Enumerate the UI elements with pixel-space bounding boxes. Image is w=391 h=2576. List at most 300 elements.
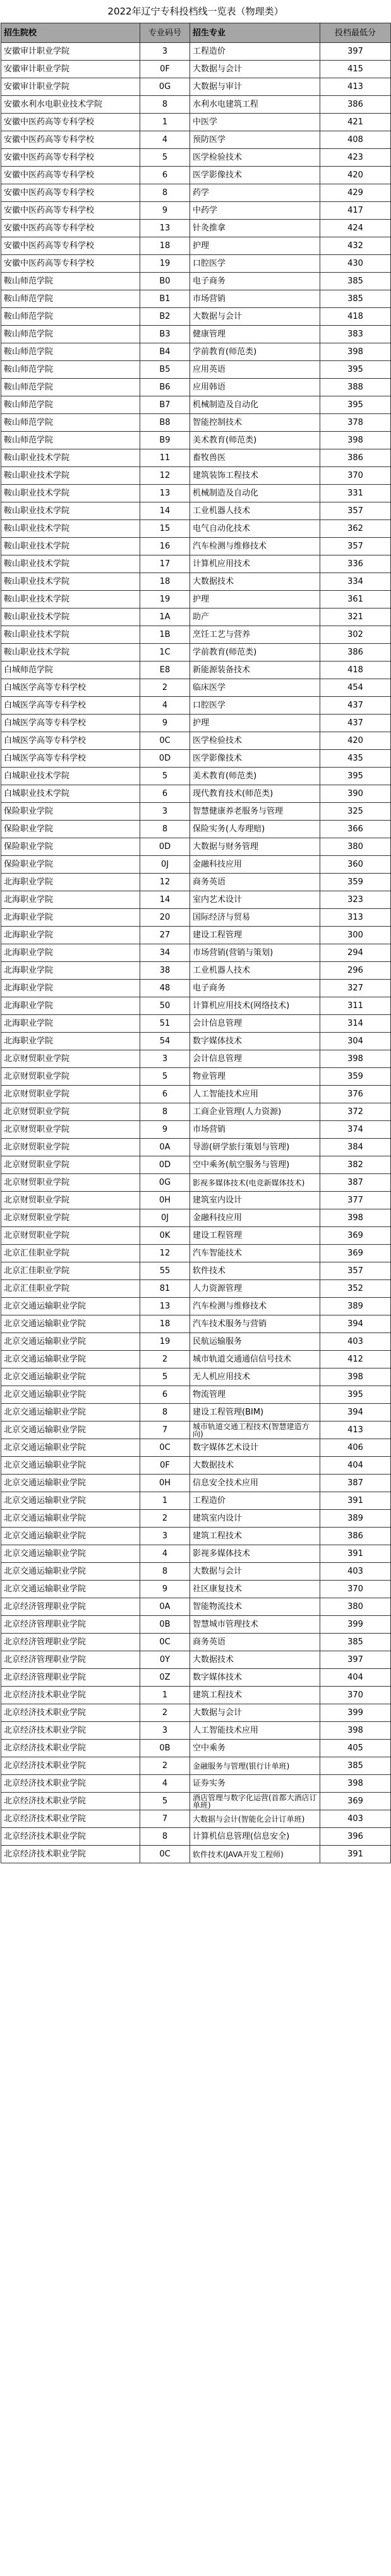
- min-score-cell: 385: [320, 1634, 391, 1651]
- min-score-cell: 382: [320, 1156, 391, 1174]
- major-code-cell: 3: [140, 1050, 190, 1068]
- major-cell: 软件技术(JAVA开发工程师): [190, 1846, 320, 1863]
- school-cell: 北京经济技术职业学院: [1, 1740, 140, 1757]
- school-cell: 白城职业技术学院: [1, 768, 140, 785]
- major-cell: 电子商务: [190, 273, 320, 290]
- table-row: [1, 1722, 391, 1740]
- school-cell: 安徽中医药高等专科学校: [1, 255, 140, 273]
- min-score-cell: 386: [320, 96, 391, 114]
- min-score-cell: 423: [320, 149, 391, 167]
- min-score-cell: 395: [320, 361, 391, 379]
- school-cell: 北京财贸职业学院: [1, 1103, 140, 1121]
- school-cell: 白城医学高等专科学校: [1, 750, 140, 768]
- school-cell: 白城医学高等专科学校: [1, 697, 140, 715]
- table-row: [1, 1368, 391, 1386]
- major-code-cell: 8: [140, 821, 190, 838]
- school-cell: 北京经济管理职业学院: [1, 1598, 140, 1616]
- table-row: [1, 1545, 391, 1563]
- major-cell: 软件技术: [190, 1262, 320, 1280]
- min-score-cell: 417: [320, 202, 391, 220]
- major-code-cell: 14: [140, 891, 190, 909]
- min-score-cell: 418: [320, 308, 391, 326]
- major-cell: 建设工程管理: [190, 1227, 320, 1245]
- table-row: [1, 1121, 391, 1139]
- major-cell: 工业机器人技术: [190, 962, 320, 980]
- school-cell: 白城师范学院: [1, 662, 140, 679]
- school-cell: 北京财贸职业学院: [1, 1086, 140, 1103]
- min-score-cell: 370: [320, 1581, 391, 1598]
- major-cell: 中药学: [190, 202, 320, 220]
- min-score-cell: 383: [320, 326, 391, 343]
- min-score-cell: 404: [320, 1457, 391, 1475]
- school-cell: 北京经济技术职业学院: [1, 1846, 140, 1863]
- major-cell: 大数据与财务管理: [190, 838, 320, 856]
- table-row: [1, 361, 391, 379]
- table-row: [1, 414, 391, 432]
- table-row: [1, 1174, 391, 1192]
- major-code-cell: 19: [140, 255, 190, 273]
- major-cell: 新能源装备技术: [190, 662, 320, 679]
- major-code-cell: 5: [140, 149, 190, 167]
- major-code-cell: 7: [140, 1810, 190, 1828]
- min-score-cell: 336: [320, 555, 391, 573]
- major-code-cell: 15: [140, 520, 190, 538]
- min-score-cell: 325: [320, 803, 391, 821]
- major-code-cell: 0J: [140, 856, 190, 874]
- major-cell: 护理: [190, 591, 320, 608]
- min-score-cell: 413: [320, 78, 391, 96]
- table-row: [1, 326, 391, 343]
- table-row: [1, 1192, 391, 1209]
- table-row: [1, 1563, 391, 1581]
- min-score-cell: 390: [320, 785, 391, 803]
- min-score-cell: 398: [320, 1775, 391, 1793]
- major-code-cell: B9: [140, 432, 190, 449]
- table-row: [1, 856, 391, 874]
- table-row: [1, 220, 391, 237]
- major-cell: 大数据技术: [190, 1457, 320, 1475]
- table-row: [1, 821, 391, 838]
- major-code-cell: 3: [140, 1722, 190, 1740]
- major-code-cell: 6: [140, 785, 190, 803]
- table-row: [1, 1422, 391, 1439]
- major-cell: 市场营销: [190, 1121, 320, 1139]
- table-row: [1, 962, 391, 980]
- major-cell: 工商企业管理(人力资源): [190, 1103, 320, 1121]
- major-code-cell: 18: [140, 1315, 190, 1333]
- min-score-cell: 395: [320, 768, 391, 785]
- school-cell: 北海职业学院: [1, 962, 140, 980]
- major-code-cell: 20: [140, 909, 190, 927]
- min-score-cell: 413: [320, 1422, 391, 1439]
- major-cell: 汽车检测与维修技术: [190, 538, 320, 555]
- major-code-cell: 0K: [140, 1227, 190, 1245]
- school-cell: 北京财贸职业学院: [1, 1050, 140, 1068]
- min-score-cell: 352: [320, 1280, 391, 1298]
- min-score-cell: 369: [320, 1245, 391, 1262]
- major-cell: 临床医学: [190, 679, 320, 697]
- table-row: [1, 184, 391, 202]
- school-cell: 北京交通运输职业学院: [1, 1298, 140, 1315]
- major-cell: 中医学: [190, 114, 320, 131]
- school-cell: 北京经济管理职业学院: [1, 1634, 140, 1651]
- major-code-cell: 0F: [140, 1457, 190, 1475]
- school-cell: 鞍山师范学院: [1, 343, 140, 361]
- min-score-cell: 415: [320, 61, 391, 78]
- table-row: [1, 202, 391, 220]
- major-cell: 会计信息管理: [190, 1015, 320, 1033]
- school-cell: 北京交通运输职业学院: [1, 1563, 140, 1581]
- min-score-cell: 435: [320, 750, 391, 768]
- major-cell: 大数据与会计: [190, 1563, 320, 1581]
- major-cell: 民航运输服务: [190, 1333, 320, 1351]
- min-score-cell: 420: [320, 732, 391, 750]
- table-row: [1, 838, 391, 856]
- table-row: [1, 891, 391, 909]
- major-cell: 建筑装饰工程技术: [190, 467, 320, 485]
- table-header-row: [1, 23, 391, 43]
- major-code-cell: 0A: [140, 1598, 190, 1616]
- major-cell: 人工智能技术应用: [190, 1086, 320, 1103]
- school-cell: 鞍山师范学院: [1, 396, 140, 414]
- major-cell: 药学: [190, 184, 320, 202]
- major-code-cell: 0C: [140, 1634, 190, 1651]
- school-cell: 北京交通运输职业学院: [1, 1492, 140, 1510]
- table-row: [1, 1581, 391, 1598]
- school-cell: 鞍山职业技术学院: [1, 608, 140, 626]
- major-cell: 城市轨道交通工程技术(智慧建造方向): [190, 1422, 320, 1439]
- major-code-cell: B3: [140, 326, 190, 343]
- major-code-cell: E8: [140, 662, 190, 679]
- major-code-cell: 0D: [140, 1156, 190, 1174]
- min-score-cell: 403: [320, 1563, 391, 1581]
- school-cell: 北京交通运输职业学院: [1, 1439, 140, 1457]
- table-row: [1, 61, 391, 78]
- table-row: [1, 1315, 391, 1333]
- major-cell: 城市轨道交通通信信号技术: [190, 1351, 320, 1368]
- min-score-cell: 334: [320, 573, 391, 591]
- major-cell: 建设工程管理: [190, 927, 320, 944]
- school-cell: 北京交通运输职业学院: [1, 1333, 140, 1351]
- major-code-cell: 1A: [140, 608, 190, 626]
- table-row: [1, 1492, 391, 1510]
- major-cell: 建筑工程技术: [190, 1528, 320, 1545]
- min-score-cell: 424: [320, 220, 391, 237]
- table-row: [1, 1068, 391, 1086]
- major-code-cell: 4: [140, 1545, 190, 1563]
- major-cell: 美术教育(师范类): [190, 768, 320, 785]
- major-code-cell: 0G: [140, 78, 190, 96]
- table-row: [1, 1616, 391, 1634]
- major-code-cell: 4: [140, 1775, 190, 1793]
- table-row: [1, 1333, 391, 1351]
- table-row: [1, 1846, 391, 1863]
- major-cell: 计算机应用技术: [190, 555, 320, 573]
- min-score-cell: 396: [320, 1828, 391, 1846]
- major-code-cell: 2: [140, 679, 190, 697]
- min-score-cell: 406: [320, 1439, 391, 1457]
- min-score-cell: 377: [320, 1192, 391, 1209]
- school-cell: 北京经济技术职业学院: [1, 1793, 140, 1810]
- header-major: 招生专业: [190, 23, 320, 43]
- min-score-cell: 386: [320, 1528, 391, 1545]
- table-row: [1, 485, 391, 502]
- min-score-cell: 395: [320, 396, 391, 414]
- school-cell: 安徽审计职业学院: [1, 43, 140, 61]
- major-code-cell: 55: [140, 1262, 190, 1280]
- min-score-cell: 311: [320, 997, 391, 1015]
- school-cell: 北海职业学院: [1, 927, 140, 944]
- school-cell: 鞍山师范学院: [1, 273, 140, 290]
- min-score-cell: 398: [320, 1050, 391, 1068]
- table-row: [1, 1475, 391, 1492]
- major-code-cell: B1: [140, 290, 190, 308]
- min-score-cell: 378: [320, 414, 391, 432]
- major-code-cell: 50: [140, 997, 190, 1015]
- major-code-cell: 1B: [140, 626, 190, 644]
- school-cell: 北京交通运输职业学院: [1, 1368, 140, 1386]
- school-cell: 保险职业学院: [1, 821, 140, 838]
- major-code-cell: 3: [140, 803, 190, 821]
- header-school: 招生院校: [1, 23, 140, 43]
- school-cell: 安徽中医药高等专科学校: [1, 131, 140, 149]
- min-score-cell: 404: [320, 1669, 391, 1687]
- school-cell: 北京经济技术职业学院: [1, 1775, 140, 1793]
- major-code-cell: 1: [140, 1687, 190, 1704]
- school-cell: 北京汇佳职业学院: [1, 1245, 140, 1262]
- major-cell: 医学影像技术: [190, 750, 320, 768]
- min-score-cell: 412: [320, 1351, 391, 1368]
- min-score-cell: 430: [320, 255, 391, 273]
- school-cell: 北京财贸职业学院: [1, 1139, 140, 1156]
- major-cell: 美术教育(师范类): [190, 432, 320, 449]
- school-cell: 白城医学高等专科学校: [1, 732, 140, 750]
- major-code-cell: 11: [140, 449, 190, 467]
- major-code-cell: 4: [140, 131, 190, 149]
- major-code-cell: 0J: [140, 1209, 190, 1227]
- school-cell: 北京经济技术职业学院: [1, 1722, 140, 1740]
- min-score-cell: 387: [320, 1174, 391, 1192]
- major-cell: 智慧健康养老服务与管理: [190, 803, 320, 821]
- school-cell: 北京交通运输职业学院: [1, 1581, 140, 1598]
- major-code-cell: 2: [140, 1757, 190, 1775]
- major-code-cell: 13: [140, 1298, 190, 1315]
- major-cell: 助产: [190, 608, 320, 626]
- major-code-cell: 13: [140, 485, 190, 502]
- table-row: [1, 909, 391, 927]
- school-cell: 鞍山师范学院: [1, 432, 140, 449]
- table-row: [1, 467, 391, 485]
- major-code-cell: 0B: [140, 1740, 190, 1757]
- major-code-cell: 51: [140, 1015, 190, 1033]
- major-cell: 工业机器人技术: [190, 502, 320, 520]
- school-cell: 鞍山师范学院: [1, 361, 140, 379]
- table-row: [1, 679, 391, 697]
- table-row: [1, 803, 391, 821]
- table-row: [1, 626, 391, 644]
- table-row: [1, 1439, 391, 1457]
- school-cell: 北京经济技术职业学院: [1, 1810, 140, 1828]
- table-row: [1, 1828, 391, 1846]
- major-cell: 针灸推拿: [190, 220, 320, 237]
- table-row: [1, 997, 391, 1015]
- school-cell: 鞍山职业技术学院: [1, 467, 140, 485]
- major-code-cell: 0Y: [140, 1651, 190, 1669]
- major-code-cell: 8: [140, 1828, 190, 1846]
- min-score-cell: 398: [320, 1209, 391, 1227]
- school-cell: 安徽中医药高等专科学校: [1, 237, 140, 255]
- header-min-score: 投档最低分: [320, 23, 391, 43]
- table-row: [1, 1687, 391, 1704]
- major-code-cell: 8: [140, 1563, 190, 1581]
- major-cell: 导游(研学旅行策划与管理): [190, 1139, 320, 1156]
- table-row: [1, 874, 391, 891]
- min-score-cell: 321: [320, 608, 391, 626]
- major-code-cell: B2: [140, 308, 190, 326]
- table-row: [1, 96, 391, 114]
- major-cell: 人力资源管理: [190, 1280, 320, 1298]
- table-row: [1, 1033, 391, 1050]
- min-score-cell: 331: [320, 485, 391, 502]
- table-row: [1, 432, 391, 449]
- major-cell: 医学检验技术: [190, 732, 320, 750]
- school-cell: 鞍山职业技术学院: [1, 591, 140, 608]
- min-score-cell: 386: [320, 644, 391, 662]
- table-row: [1, 1651, 391, 1669]
- min-score-cell: 376: [320, 1086, 391, 1103]
- min-score-cell: 421: [320, 114, 391, 131]
- major-cell: 物业管理: [190, 1068, 320, 1086]
- table-row: [1, 944, 391, 962]
- major-cell: 市场营销(营销与策划): [190, 944, 320, 962]
- min-score-cell: 359: [320, 1068, 391, 1086]
- major-cell: 口腔医学: [190, 697, 320, 715]
- major-cell: 汽车检测与维修技术: [190, 1298, 320, 1315]
- major-cell: 物流管理: [190, 1386, 320, 1404]
- major-cell: 数字媒体技术: [190, 1669, 320, 1687]
- table-row: [1, 785, 391, 803]
- table-row: [1, 131, 391, 149]
- min-score-cell: 398: [320, 432, 391, 449]
- major-code-cell: 9: [140, 202, 190, 220]
- school-cell: 保险职业学院: [1, 803, 140, 821]
- school-cell: 安徽中医药高等专科学校: [1, 114, 140, 131]
- major-code-cell: 0F: [140, 61, 190, 78]
- major-cell: 市场营销: [190, 290, 320, 308]
- table-row: [1, 1810, 391, 1828]
- school-cell: 北京交通运输职业学院: [1, 1545, 140, 1563]
- school-cell: 北京经济管理职业学院: [1, 1616, 140, 1634]
- major-code-cell: 6: [140, 1386, 190, 1404]
- major-code-cell: 0A: [140, 1139, 190, 1156]
- major-cell: 电子商务: [190, 980, 320, 997]
- major-cell: 汽车技术服务与营销: [190, 1315, 320, 1333]
- school-cell: 北京交通运输职业学院: [1, 1422, 140, 1439]
- major-code-cell: 4: [140, 697, 190, 715]
- major-cell: 畜牧兽医: [190, 449, 320, 467]
- school-cell: 保险职业学院: [1, 838, 140, 856]
- school-cell: 安徽水利水电职业技术学院: [1, 96, 140, 114]
- table-row: [1, 43, 391, 61]
- school-cell: 鞍山职业技术学院: [1, 626, 140, 644]
- table-row: [1, 1704, 391, 1722]
- school-cell: 鞍山师范学院: [1, 308, 140, 326]
- major-cell: 护理: [190, 715, 320, 732]
- major-cell: 大数据与审计: [190, 78, 320, 96]
- major-code-cell: B8: [140, 414, 190, 432]
- major-cell: 口腔医学: [190, 255, 320, 273]
- school-cell: 北海职业学院: [1, 944, 140, 962]
- major-code-cell: 12: [140, 467, 190, 485]
- min-score-cell: 304: [320, 1033, 391, 1050]
- table-row: [1, 237, 391, 255]
- school-cell: 北京财贸职业学院: [1, 1121, 140, 1139]
- table-row: [1, 1669, 391, 1687]
- school-cell: 保险职业学院: [1, 856, 140, 874]
- table-row: [1, 1139, 391, 1156]
- min-score-cell: 397: [320, 43, 391, 61]
- major-cell: 机械制造及自动化: [190, 485, 320, 502]
- table-row: [1, 1793, 391, 1810]
- min-score-cell: 359: [320, 874, 391, 891]
- major-cell: 保险实务(人寿理赔): [190, 821, 320, 838]
- major-code-cell: B5: [140, 361, 190, 379]
- table-row: [1, 396, 391, 414]
- min-score-cell: 361: [320, 591, 391, 608]
- school-cell: 北京交通运输职业学院: [1, 1510, 140, 1528]
- major-code-cell: 2: [140, 1510, 190, 1528]
- table-row: [1, 1050, 391, 1068]
- school-cell: 北京交通运输职业学院: [1, 1457, 140, 1475]
- school-cell: 北海职业学院: [1, 997, 140, 1015]
- table-row: [1, 538, 391, 555]
- major-cell: 学前教育(师范类): [190, 343, 320, 361]
- table-row: [1, 1634, 391, 1651]
- school-cell: 安徽审计职业学院: [1, 61, 140, 78]
- major-cell: 建筑室内设计: [190, 1510, 320, 1528]
- school-cell: 白城医学高等专科学校: [1, 715, 140, 732]
- min-score-cell: 300: [320, 927, 391, 944]
- major-cell: 医学检验技术: [190, 149, 320, 167]
- table-row: [1, 1086, 391, 1103]
- major-cell: 大数据技术: [190, 1651, 320, 1669]
- major-cell: 智能物流技术: [190, 1598, 320, 1616]
- major-cell: 医学影像技术: [190, 167, 320, 184]
- major-code-cell: 5: [140, 768, 190, 785]
- major-code-cell: 38: [140, 962, 190, 980]
- page-title: 2022年辽宁专科投档线一览表（物理类）: [107, 6, 284, 17]
- major-code-cell: 6: [140, 167, 190, 184]
- school-cell: 北海职业学院: [1, 1015, 140, 1033]
- table-row: [1, 1386, 391, 1404]
- school-cell: 安徽中医药高等专科学校: [1, 184, 140, 202]
- major-cell: 大数据技术: [190, 573, 320, 591]
- major-code-cell: 19: [140, 591, 190, 608]
- major-code-cell: 54: [140, 1033, 190, 1050]
- table-row: [1, 1262, 391, 1280]
- school-cell: 北京财贸职业学院: [1, 1174, 140, 1192]
- major-cell: 工程造价: [190, 1492, 320, 1510]
- school-cell: 北京交通运输职业学院: [1, 1386, 140, 1404]
- min-score-cell: 360: [320, 856, 391, 874]
- major-code-cell: 0Z: [140, 1669, 190, 1687]
- major-cell: 烹饪工艺与营养: [190, 626, 320, 644]
- major-cell: 金融服务与管理(银行计单班): [190, 1757, 320, 1775]
- table-row: [1, 114, 391, 131]
- table-row: [1, 732, 391, 750]
- major-cell: 社区康复技术: [190, 1581, 320, 1598]
- school-cell: 北京财贸职业学院: [1, 1068, 140, 1086]
